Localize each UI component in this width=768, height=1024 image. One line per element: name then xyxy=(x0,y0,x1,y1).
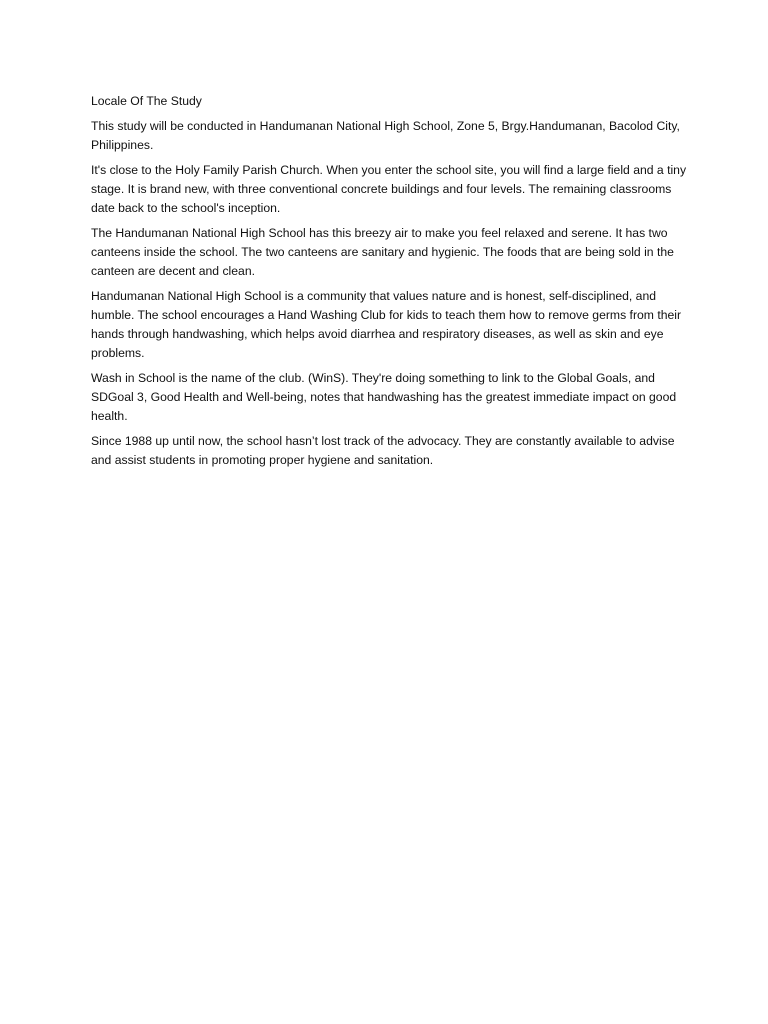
section-heading: Locale Of The Study xyxy=(91,94,202,108)
paragraph-community-values: Handumanan National High School is a community that values nature and is honest, self-disciplined, and humble. The school encourages a Hand Washing Club for kids to teach them how to remove germs from their hands through handwashing, which helps avoid diarrhea and respiratory diseases, as well as skin and eye problems. xyxy=(91,289,682,360)
paragraph-site-description: It's close to the Holy Family Parish Church. When you enter the school site, you will find a large field and a tiny stage. It is brand new, with three conventional concrete buildings and four levels. The remaining classrooms date back to the school's inception. xyxy=(91,163,687,215)
paragraph-canteens: The Handumanan National High School has this breezy air to make you feel relaxed and serene. It has two canteens inside the school. The two canteens are sanitary and hygienic. The foods that are being sold in the canteen are decent and clean. xyxy=(91,226,674,278)
paragraph-location: This study will be conducted in Handumanan National High School, Zone 5, Brgy.Handumanan, Bacolod City, Philippines. xyxy=(91,119,680,152)
paragraph-wins-club: Wash in School is the name of the club. (WinS). They're doing something to link to the Global Goals, and SDGoal 3, Good Health and Well-being, notes that handwashing has the greatest immediate impact on good health. xyxy=(91,371,677,423)
paragraph-advocacy: Since 1988 up until now, the school hasn’t lost track of the advocacy. They are constantly available to advise and assist students in promoting proper hygiene and sanitation. xyxy=(91,434,675,467)
document-body xyxy=(91,92,691,476)
